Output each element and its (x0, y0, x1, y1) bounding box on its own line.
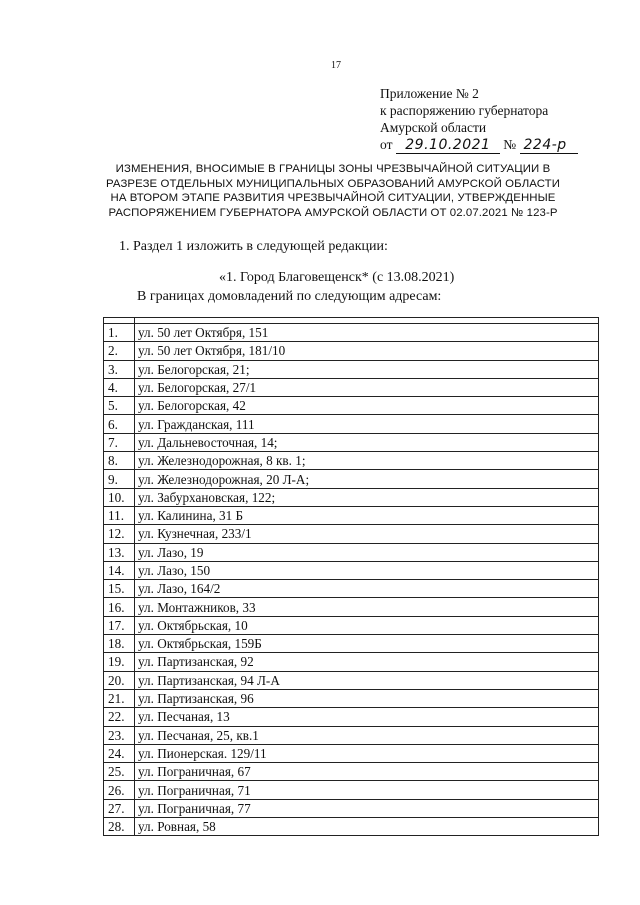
address-cell: ул. Белогорская, 21; (135, 360, 599, 378)
row-number: 7. (104, 433, 135, 451)
table-row (104, 488, 599, 506)
row-number: 17. (104, 616, 135, 634)
row-number: 27. (104, 799, 135, 817)
row-number: 3. (104, 360, 135, 378)
number-prefix: № (503, 137, 517, 152)
row-number: 25. (104, 763, 135, 781)
table-row (104, 397, 599, 415)
handwritten-number: 224-р (520, 138, 578, 154)
table-row (104, 342, 599, 360)
handwritten-date: 29.10.2021 (396, 138, 500, 154)
row-number: 14. (104, 561, 135, 579)
table-row (104, 415, 599, 433)
row-number: 16. (104, 598, 135, 616)
address-cell: ул. Партизанская, 96 (135, 689, 599, 707)
row-number: 4. (104, 378, 135, 396)
heading-line: РАСПОРЯЖЕНИЕМ ГУБЕРНАТОРА АМУРСКОЙ ОБЛАСТИ ОТ 02.07.2021 № 123-Р (108, 206, 558, 219)
address-cell: ул. Пограничная, 67 (135, 763, 599, 781)
row-number: 11. (104, 506, 135, 524)
table-row (104, 818, 599, 836)
page-number: 17 (331, 60, 341, 71)
row-number: 21. (104, 689, 135, 707)
address-cell: ул. Белогорская, 27/1 (135, 378, 599, 396)
address-cell: ул. Кузнечная, 233/1 (135, 525, 599, 543)
appendix-region: Амурской области (380, 120, 487, 135)
table-row (104, 324, 599, 342)
address-table (103, 317, 599, 836)
date-prefix: от (380, 137, 393, 152)
table-row (104, 689, 599, 707)
row-number: 1. (104, 324, 135, 342)
address-cell: ул. Белогорская, 42 (135, 397, 599, 415)
table-row (104, 635, 599, 653)
row-number: 6. (104, 415, 135, 433)
table-row (104, 525, 599, 543)
table-row (104, 452, 599, 470)
address-cell: ул. 50 лет Октября, 181/10 (135, 342, 599, 360)
row-number: 18. (104, 635, 135, 653)
row-number: 2. (104, 342, 135, 360)
table-row (104, 580, 599, 598)
table-row (104, 763, 599, 781)
row-number: 23. (104, 726, 135, 744)
document-heading (96, 162, 570, 220)
address-cell: ул. Калинина, 31 Б (135, 506, 599, 524)
address-cell: ул. Пограничная, 71 (135, 781, 599, 799)
address-cell: ул. Железнодорожная, 20 Л-А; (135, 470, 599, 488)
address-cell: ул. Октябрьская, 159Б (135, 635, 599, 653)
address-cell: ул. Партизанская, 92 (135, 653, 599, 671)
address-cell: ул. Лазо, 19 (135, 543, 599, 561)
table-row (104, 598, 599, 616)
row-number: 15. (104, 580, 135, 598)
row-number: 22. (104, 708, 135, 726)
address-cell: ул. Песчаная, 13 (135, 708, 599, 726)
address-cell: ул. Лазо, 164/2 (135, 580, 599, 598)
address-cell: ул. Железнодорожная, 8 кв. 1; (135, 452, 599, 470)
row-number: 28. (104, 818, 135, 836)
table-row (104, 726, 599, 744)
address-cell: ул. Гражданская, 111 (135, 415, 599, 433)
address-cell: ул. Партизанская, 94 Л-А (135, 671, 599, 689)
row-number: 9. (104, 470, 135, 488)
appendix-date-line (380, 136, 578, 156)
address-cell: ул. Пионерская. 129/11 (135, 744, 599, 762)
row-number: 10. (104, 488, 135, 506)
address-cell: ул. Ровная, 58 (135, 818, 599, 836)
heading-line: НА ВТОРОМ ЭТАПЕ РАЗВИТИЯ ЧРЕЗВЫЧАЙНОЙ СИТУАЦИИ, УТВЕРЖДЕННЫЕ (110, 192, 556, 204)
appendix-block (380, 85, 578, 156)
appendix-order: к распоряжению губернатора (380, 103, 549, 118)
row-number: 19. (104, 653, 135, 671)
table-row (104, 470, 599, 488)
row-number: 26. (104, 781, 135, 799)
row-number: 12. (104, 525, 135, 543)
address-cell: ул. Октябрьская, 10 (135, 616, 599, 634)
address-cell: ул. Забурхановская, 122; (135, 488, 599, 506)
table-row (104, 543, 599, 561)
address-cell: ул. 50 лет Октября, 151 (135, 324, 599, 342)
address-cell: ул. Дальневосточная, 14; (135, 433, 599, 451)
table-row (104, 616, 599, 634)
heading-line: РАЗРЕЗЕ ОТДЕЛЬНЫХ МУНИЦИПАЛЬНЫХ ОБРАЗОВАНИЙ АМУРСКОЙ ОБЛАСТИ (105, 177, 561, 190)
row-number: 20. (104, 671, 135, 689)
table-row (104, 360, 599, 378)
row-number: 8. (104, 452, 135, 470)
address-cell: ул. Песчаная, 25, кв.1 (135, 726, 599, 744)
table-row (104, 378, 599, 396)
section-instruction: 1. Раздел 1 изложить в следующей редакции: (119, 239, 388, 254)
row-number: 13. (104, 543, 135, 561)
bounds-caption: В границах домовладений по следующим адресам: (137, 289, 442, 304)
table-row (104, 506, 599, 524)
appendix-title: Приложение № 2 (380, 86, 479, 101)
table-row (104, 561, 599, 579)
table-row (104, 708, 599, 726)
table-row (104, 799, 599, 817)
table-row (104, 653, 599, 671)
row-number: 5. (104, 397, 135, 415)
table-row (104, 433, 599, 451)
table-row (104, 671, 599, 689)
row-number: 24. (104, 744, 135, 762)
table-row (104, 781, 599, 799)
address-cell: ул. Монтажников, 33 (135, 598, 599, 616)
address-cell: ул. Пограничная, 77 (135, 799, 599, 817)
city-heading: «1. Город Благовещенск* (с 13.08.2021) (219, 270, 455, 285)
table-row (104, 744, 599, 762)
heading-line: ИЗМЕНЕНИЯ, ВНОСИМЫЕ В ГРАНИЦЫ ЗОНЫ ЧРЕЗВЫЧАЙНОЙ СИТУАЦИИ В (115, 163, 551, 175)
address-cell: ул. Лазо, 150 (135, 561, 599, 579)
